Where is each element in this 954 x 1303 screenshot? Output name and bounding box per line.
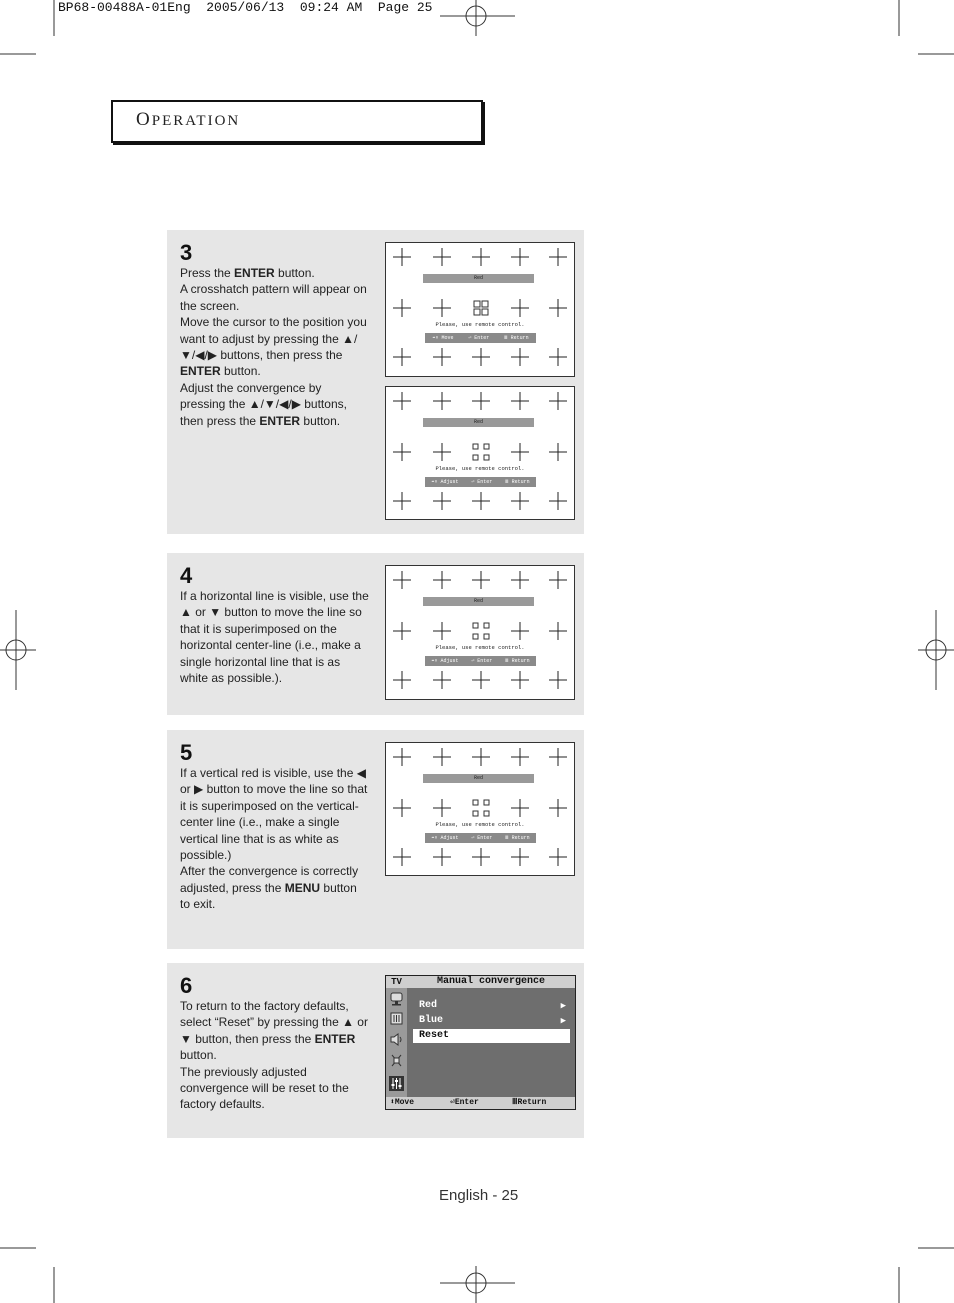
step-paragraph bbox=[180, 265, 370, 281]
adjust-hint bbox=[431, 477, 458, 487]
help-bar bbox=[425, 656, 536, 666]
crosshair-mark bbox=[433, 671, 451, 689]
text-run: If a horizontal line is visible, use the ▲ or ▼ button to move the line so that it is superimposed on the horizontal center-line (i.e., make a single horizontal line that is as white as possible.). bbox=[180, 589, 369, 686]
crosshatch-screen bbox=[385, 565, 575, 700]
manual-convergence-menu bbox=[385, 975, 576, 1110]
crosshair-mark bbox=[549, 748, 567, 766]
help-bar bbox=[425, 333, 536, 343]
color-label-bar: Red bbox=[423, 597, 534, 606]
cursor-icon bbox=[473, 800, 489, 816]
crosshair-mark bbox=[472, 492, 490, 510]
step-text bbox=[180, 588, 370, 686]
enter-hint bbox=[471, 477, 492, 487]
crosshair-mark bbox=[433, 492, 451, 510]
menu-icon: Ⅲ bbox=[504, 335, 511, 341]
menu-item-reset[interactable] bbox=[413, 1029, 570, 1043]
crosshatch-screen bbox=[385, 386, 575, 520]
enter-hint bbox=[471, 833, 492, 843]
crosshair-mark bbox=[472, 671, 490, 689]
crosshair-mark bbox=[472, 392, 490, 410]
text-run: Press the bbox=[180, 266, 235, 280]
channel-icon[interactable] bbox=[389, 1011, 404, 1026]
text-run: button to exit. bbox=[180, 880, 357, 912]
color-label-bar: Red bbox=[423, 774, 534, 783]
text-run: button. bbox=[220, 364, 261, 379]
step-number: 4 bbox=[180, 563, 193, 588]
arrows-icon: ⬌⬍ bbox=[431, 479, 441, 485]
crosshatch-pattern bbox=[386, 387, 574, 520]
move-hint bbox=[432, 333, 453, 343]
menu-item-label: Blue bbox=[419, 1015, 444, 1026]
crosshatch-screen bbox=[385, 242, 575, 377]
step-paragraph bbox=[180, 998, 370, 1064]
remote-control-message: Please, use remote control. bbox=[435, 465, 525, 472]
cursor-icon bbox=[473, 623, 489, 639]
cursor-icon bbox=[474, 301, 488, 315]
hint-label: Adjust bbox=[440, 658, 459, 664]
text-run: Adjust the convergence by pressing the ▲/▼/◀/▶ buttons, then press the bbox=[180, 380, 347, 428]
button-name: ENTER bbox=[314, 1031, 356, 1046]
button-name: ENTER bbox=[259, 413, 301, 428]
menu-icon: Ⅲ bbox=[505, 835, 512, 841]
step-number: 5 bbox=[180, 740, 193, 765]
crosshair-mark bbox=[549, 392, 567, 410]
crosshatch-screen bbox=[385, 742, 575, 876]
crosshatch-pattern bbox=[386, 566, 574, 700]
hint-label: Enter bbox=[477, 479, 493, 485]
text-run: A crosshatch pattern will appear on the screen. bbox=[180, 282, 367, 313]
crosshair-mark bbox=[472, 848, 490, 866]
crosshair-mark bbox=[433, 348, 451, 366]
menu-item-label: Red bbox=[419, 1000, 438, 1011]
crosshair-mark bbox=[433, 622, 451, 640]
crosshair-mark bbox=[511, 748, 529, 766]
crosshair-mark bbox=[393, 848, 411, 866]
crosshair-mark bbox=[549, 348, 567, 366]
button-name: MENU bbox=[284, 880, 321, 895]
remote-control-message: Please, use remote control. bbox=[435, 821, 525, 828]
text-run: To return to the factory defaults, select “Reset” by pressing the ▲ or ▼ button, then press the bbox=[180, 999, 368, 1046]
crosshair-mark bbox=[549, 248, 567, 266]
move-hint: ⬍Move bbox=[390, 1098, 415, 1107]
menu-item-blue[interactable] bbox=[413, 1014, 570, 1028]
hint-label: Return bbox=[511, 658, 530, 664]
cursor-icon bbox=[473, 444, 489, 460]
remote-control-message: Please, use remote control. bbox=[435, 644, 525, 651]
menu-item-red[interactable] bbox=[413, 999, 570, 1013]
enter-label: Enter bbox=[454, 1098, 479, 1107]
sound-icon[interactable] bbox=[389, 1032, 404, 1047]
step-paragraph bbox=[180, 314, 370, 380]
text-run: If a vertical red is visible, use the ◀ or ▶ button to move the line so that it is superimposed on the vertical-center line (i.e., make a single vertical line that is as white as possible.) bbox=[180, 766, 368, 863]
hint-label: Return bbox=[511, 479, 530, 485]
crosshair-mark bbox=[393, 248, 411, 266]
step-paragraph bbox=[180, 380, 370, 429]
hint-label: Adjust bbox=[440, 479, 459, 485]
text-run: Move the cursor to the position you want to adjust by pressing the ▲/▼/◀/▶ buttons, then press the bbox=[180, 315, 367, 363]
step-text bbox=[180, 265, 370, 429]
step-text bbox=[180, 998, 370, 1113]
crosshair-mark bbox=[549, 671, 567, 689]
crosshair-mark bbox=[511, 492, 529, 510]
crosshair-mark bbox=[549, 799, 567, 817]
return-hint bbox=[505, 656, 529, 666]
return-hint bbox=[505, 477, 529, 487]
menu-sidebar bbox=[386, 976, 407, 1097]
step-number: 6 bbox=[180, 973, 193, 998]
help-bar bbox=[425, 833, 536, 843]
step-4-panel bbox=[167, 553, 584, 715]
hint-label: Move bbox=[441, 335, 454, 341]
crosshatch-pattern bbox=[386, 243, 574, 377]
remote-control-message: Please, use remote control. bbox=[435, 321, 525, 328]
crosshair-mark bbox=[433, 748, 451, 766]
step-3-panel bbox=[167, 230, 584, 534]
crosshair-mark bbox=[511, 848, 529, 866]
enter-hint bbox=[468, 333, 489, 343]
crosshair-mark bbox=[393, 622, 411, 640]
crosshair-mark bbox=[511, 622, 529, 640]
crosshair-mark bbox=[511, 571, 529, 589]
return-hint: ⅢReturn bbox=[512, 1098, 547, 1107]
crosshair-mark bbox=[393, 443, 411, 461]
help-bar bbox=[425, 477, 536, 487]
crosshair-mark bbox=[511, 799, 529, 817]
hint-label: Enter bbox=[474, 335, 490, 341]
crosshair-mark bbox=[433, 571, 451, 589]
enter-hint: ⏎Enter bbox=[450, 1098, 479, 1107]
crosshair-mark bbox=[433, 299, 451, 317]
menu-icon: Ⅲ bbox=[505, 479, 512, 485]
text-run: button. bbox=[274, 266, 315, 280]
arrow-right-icon: ▶ bbox=[560, 1016, 566, 1026]
step-paragraph bbox=[180, 281, 370, 314]
enter-icon: ⏎ bbox=[471, 658, 478, 664]
arrow-right-icon: ▶ bbox=[560, 1001, 566, 1011]
enter-hint bbox=[471, 656, 492, 666]
menu-item-label: Reset bbox=[419, 1030, 450, 1041]
enter-icon: ⏎ bbox=[471, 479, 478, 485]
crosshair-mark bbox=[549, 492, 567, 510]
enter-icon: ⏎ bbox=[468, 335, 475, 341]
step-number: 3 bbox=[180, 240, 193, 265]
hint-label: Enter bbox=[477, 658, 493, 664]
crosshair-mark bbox=[549, 622, 567, 640]
step-paragraph bbox=[180, 765, 370, 863]
arrows-icon: ⬌⬍ bbox=[432, 335, 442, 341]
crosshair-mark bbox=[433, 848, 451, 866]
return-hint bbox=[505, 833, 529, 843]
crosshair-mark bbox=[393, 392, 411, 410]
hint-label: Enter bbox=[477, 835, 493, 841]
crosshair-mark bbox=[393, 748, 411, 766]
text-run: After the convergence is correctly adjusted, press the bbox=[180, 864, 359, 895]
crosshair-mark bbox=[472, 571, 490, 589]
color-label-bar: Red bbox=[423, 418, 534, 427]
crosshair-mark bbox=[549, 848, 567, 866]
crosshair-mark bbox=[472, 348, 490, 366]
crosshair-mark bbox=[549, 571, 567, 589]
crosshair-mark bbox=[549, 443, 567, 461]
setup-icon[interactable] bbox=[389, 1076, 404, 1091]
step-paragraph bbox=[180, 1064, 370, 1113]
antenna-icon[interactable] bbox=[389, 1053, 404, 1068]
step-6-panel bbox=[167, 963, 584, 1138]
enter-icon: ⏎ bbox=[471, 835, 478, 841]
crosshair-mark bbox=[433, 392, 451, 410]
hint-label: Adjust bbox=[440, 835, 459, 841]
crosshair-mark bbox=[511, 348, 529, 366]
crosshair-mark bbox=[393, 571, 411, 589]
crosshair-mark bbox=[433, 799, 451, 817]
crosshair-mark bbox=[393, 671, 411, 689]
picture-icon[interactable] bbox=[389, 991, 404, 1006]
step-text bbox=[180, 765, 370, 913]
hint-label: Return bbox=[510, 335, 529, 341]
text-run: button. bbox=[180, 1048, 217, 1063]
crosshair-mark bbox=[393, 299, 411, 317]
text-run: button. bbox=[300, 413, 341, 428]
hint-label: Return bbox=[511, 835, 530, 841]
menu-help-bar bbox=[386, 1097, 575, 1109]
arrows-icon: ⬌⬍ bbox=[431, 835, 441, 841]
section-title: OPERATION bbox=[136, 109, 241, 130]
crosshair-mark bbox=[393, 348, 411, 366]
return-label: Return bbox=[517, 1098, 547, 1107]
button-name: ENTER bbox=[234, 266, 275, 280]
crosshair-mark bbox=[511, 299, 529, 317]
crosshair-mark bbox=[472, 248, 490, 266]
crosshair-mark bbox=[549, 299, 567, 317]
step-paragraph bbox=[180, 588, 370, 686]
step-5-panel bbox=[167, 730, 584, 949]
crosshair-mark bbox=[433, 248, 451, 266]
return-hint bbox=[504, 333, 528, 343]
menu-title: Manual convergence bbox=[407, 976, 575, 988]
crosshatch-pattern bbox=[386, 743, 574, 876]
adjust-hint bbox=[431, 656, 458, 666]
menu-icon: Ⅲ bbox=[505, 658, 512, 664]
button-name: ENTER bbox=[180, 364, 221, 379]
crosshair-mark bbox=[511, 443, 529, 461]
crosshair-mark bbox=[511, 248, 529, 266]
crosshair-mark bbox=[511, 392, 529, 410]
arrows-icon: ⬌⬍ bbox=[431, 658, 441, 664]
tv-tag: TV bbox=[386, 976, 407, 988]
crosshair-mark bbox=[472, 748, 490, 766]
step-paragraph bbox=[180, 863, 370, 912]
print-header: BP68-00488A-01Eng 2005/06/13 09:24 AM Page 25 bbox=[58, 0, 433, 15]
adjust-hint bbox=[431, 833, 458, 843]
move-label: Move bbox=[394, 1098, 415, 1107]
crosshair-mark bbox=[393, 799, 411, 817]
crosshair-mark bbox=[433, 443, 451, 461]
page-number: English - 25 bbox=[439, 1187, 519, 1204]
crosshair-mark bbox=[511, 671, 529, 689]
text-run: The previously adjusted convergence will be reset to the factory defaults. bbox=[180, 1064, 349, 1112]
color-label-bar: Red bbox=[423, 274, 534, 283]
crosshair-mark bbox=[393, 492, 411, 510]
